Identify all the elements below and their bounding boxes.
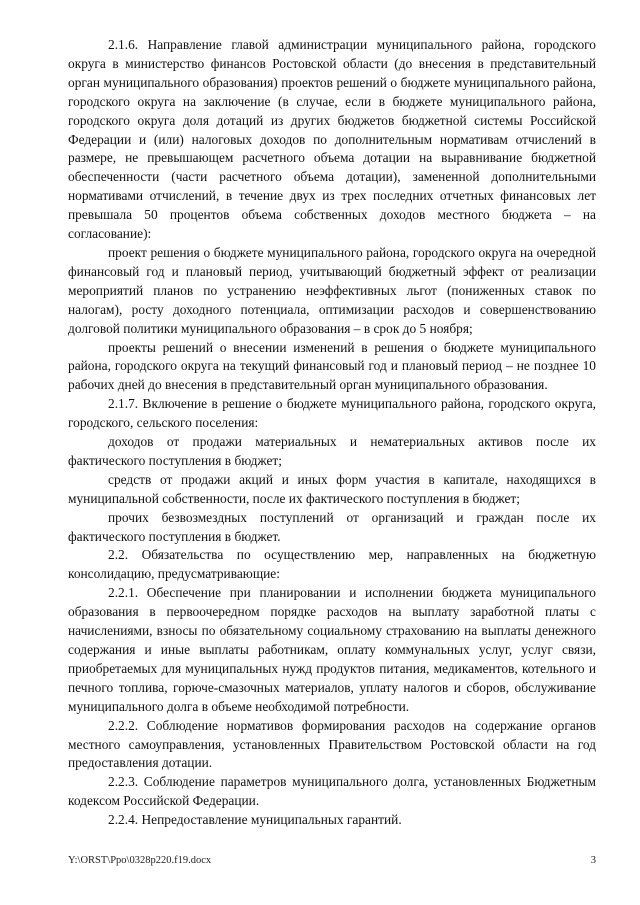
paragraph-asset-sales: доходов от продажи материальных и нематериальных активов после их фактического поступления в бюджет; <box>68 434 596 468</box>
paragraph-2-1-6: 2.1.6. Направление главой администрации муниципального района, городского округа в министерство финансов Ростовской области (до внесения в представительный орган муниципального образования) проектов решений о бюджете муниципального района, городского округа на заключение (в случае, если в бюджете муниципального района, городского округа доля дотаций из других бюджетов бюджетной системы Российской Федерации и (или) налоговых доходов по дополнительным нормативам отчислений в размере, не превышающем расчетного объема дотации на выравнивание бюджетной обеспеченности (части расчетного объема дотации), замененной дополнительными нормативами отчислений, в течение двух из трех последних отчетных финансовых лет превышала 50 процентов объема собственных доходов местного бюджета – на согласование): <box>68 37 596 242</box>
page-number: 3 <box>590 855 596 866</box>
paragraph-share-sales: средств от продажи акций и иных форм участия в капитале, находящихся в муниципальной собственности, после их фактического поступления в бюджет; <box>68 471 596 506</box>
page-footer <box>68 855 596 866</box>
paragraph-2-2: 2.2. Обязательства по осуществлению мер, направленных на бюджетную консолидацию, предусматривающие: <box>68 547 596 582</box>
paragraph-2-2-4: 2.2.4. Непредоставление муниципальных гарантий. <box>108 812 402 828</box>
paragraph-draft-budget: проект решения о бюджете муниципального района, городского округа на очередной финансовый год и плановый период, учитывающий бюджетный эффект от реализации мероприятий планов по устранению неэффективных льгот (пониженных ставок по налогам), росту доходного потенциала, оптимизации расходов и совершенствованию долговой политики муниципального образования – в срок до 5 ноября; <box>68 244 596 336</box>
paragraph-2-2-2: 2.2.2. Соблюдение нормативов формирования расходов на содержание органов местного самоуправления, установленных Правительством Ростовской области на год предоставления дотации. <box>68 717 596 771</box>
paragraph-2-2-3: 2.2.3. Соблюдение параметров муниципального долга, установленных Бюджетным кодексом Российской Федерации. <box>68 774 596 809</box>
paragraph-other-receipts: прочих безвозмездных поступлений от организаций и граждан после их фактического поступления в бюджет. <box>68 509 596 544</box>
footer-file-path: Y:\ORST\Ppo\0328p220.f19.docx <box>68 855 212 866</box>
paragraph-draft-amendments: проекты решений о внесении изменений в решения о бюджете муниципального района, городского округа на текущий финансовый год и плановый период – не позднее 10 рабочих дней до внесения в представительный орган муниципального образования. <box>68 339 596 393</box>
paragraph-2-2-1: 2.2.1. Обеспечение при планировании и исполнении бюджета муниципального образования в первоочередном порядке расходов на выплату заработной платы с начислениями, взносы по обязательному социальному страхованию на выплаты денежного содержания и иные выплаты работникам, оплату коммунальных услуг, услуг связи, приобретаемых для муниципальных нужд продуктов питания, медикаментов, котельного и печного топлива, горюче-смазочных материалов, уплату налогов и сборов, обслуживание муниципального долга в объеме необходимой потребности. <box>68 585 596 714</box>
document-body <box>68 36 596 830</box>
paragraph-2-1-7: 2.1.7. Включение в решение о бюджете муниципального района, городского округа, городского, сельского поселения: <box>68 396 596 431</box>
